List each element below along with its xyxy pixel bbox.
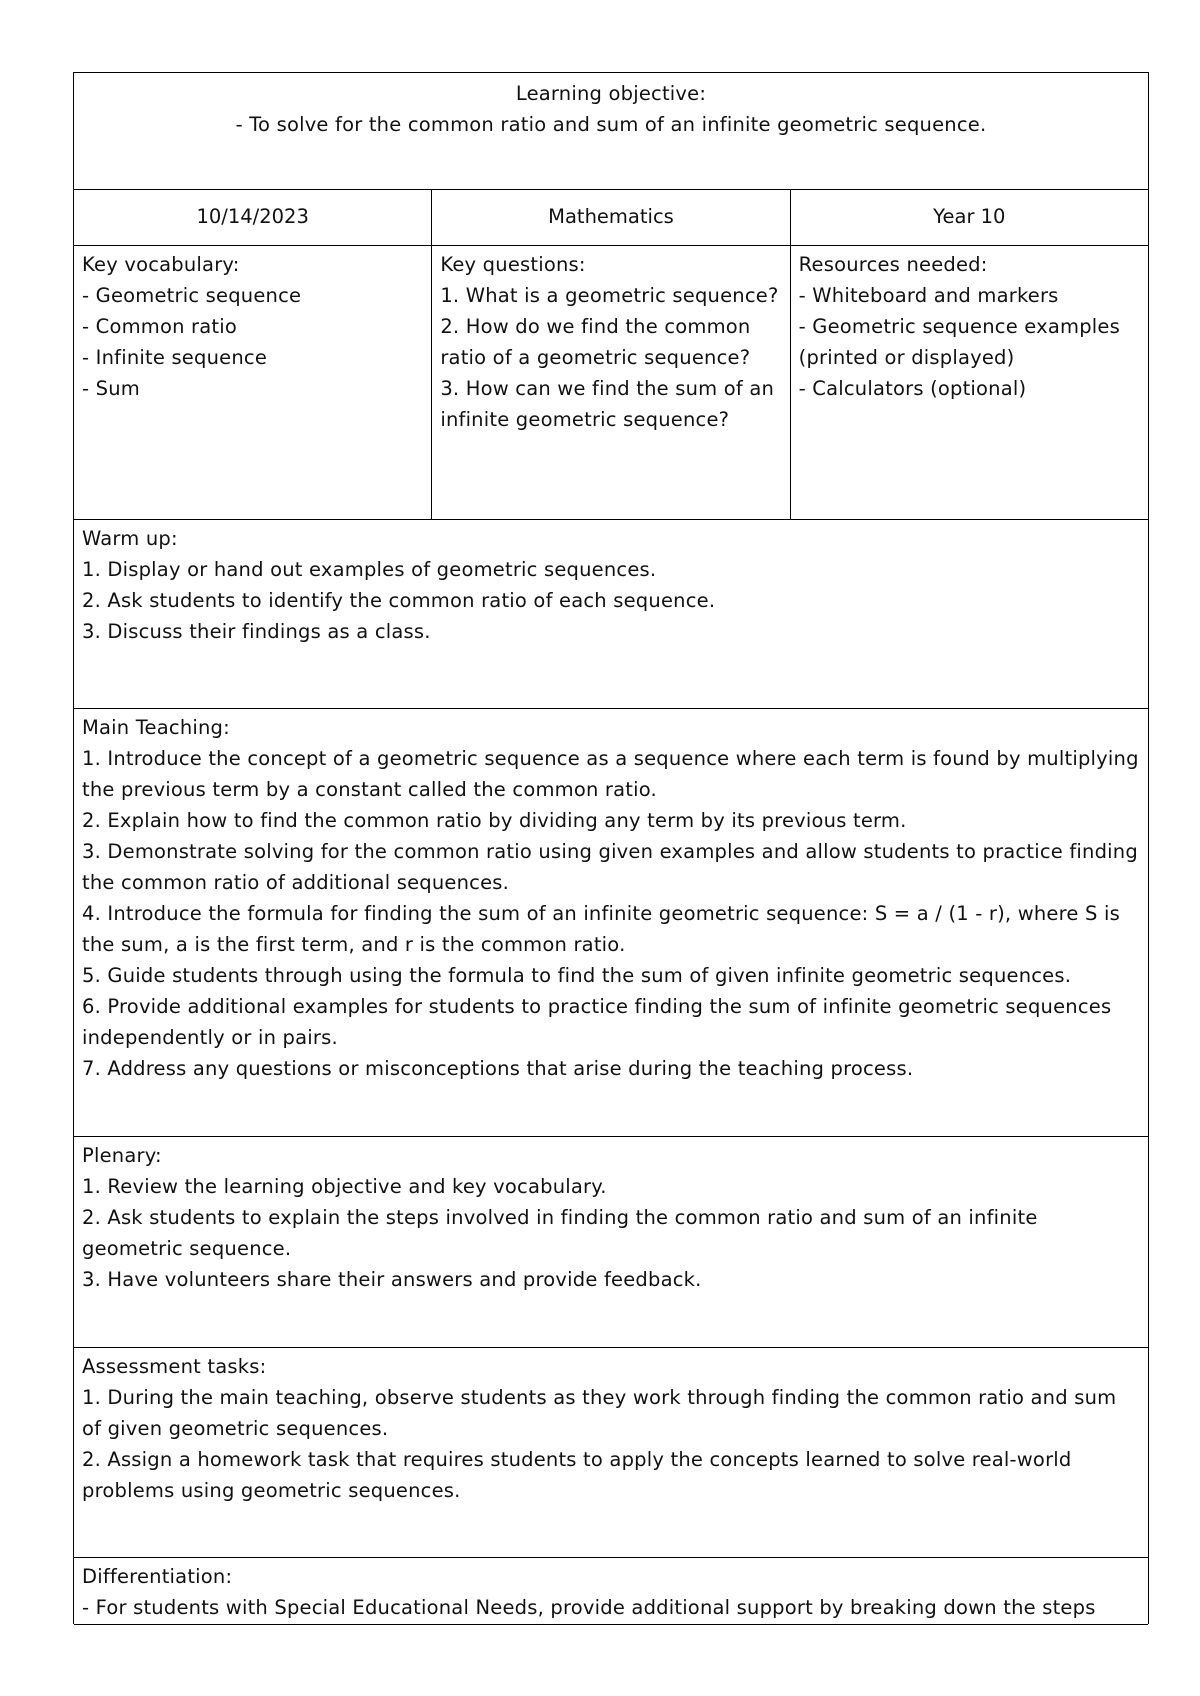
- main-teaching-item: 6. Provide additional examples for students to practice finding the sum of infinite geometric sequences independently or in pairs.: [82, 995, 1118, 1049]
- assessment-item: 2. Assign a homework task that requires students to apply the concepts learned to solve real-world problems using geometric sequences.: [82, 1448, 1078, 1502]
- plenary-item: 1. Review the learning objective and key vocabulary.: [82, 1175, 607, 1198]
- resource-item: - Whiteboard and markers: [798, 284, 1059, 307]
- resource-item: - Calculators (optional): [798, 377, 1027, 400]
- main-teaching-section: [74, 709, 1148, 1137]
- resources-heading: Resources needed:: [798, 253, 988, 276]
- plenary-item: 3. Have volunteers share their answers and provide feedback.: [82, 1268, 702, 1291]
- question-item: 2. How do we find the common ratio of a geometric sequence?: [440, 315, 757, 369]
- lesson-subject: Mathematics: [431, 190, 789, 245]
- lesson-plan-table: [73, 72, 1149, 1624]
- main-teaching-heading: Main Teaching:: [82, 716, 230, 739]
- key-vocabulary-heading: Key vocabulary:: [82, 253, 240, 276]
- question-item: 1. What is a geometric sequence?: [440, 284, 779, 307]
- differentiation-section: [74, 1558, 1148, 1625]
- plenary-heading: Plenary:: [82, 1144, 162, 1167]
- assessment-heading: Assessment tasks:: [82, 1355, 267, 1378]
- vocabulary-item: - Sum: [82, 377, 140, 400]
- learning-objective-heading: Learning objective:: [515, 82, 707, 105]
- assessment-item: 1. During the main teaching, observe students as they work through finding the common ratio and sum of given geometric sequences.: [82, 1386, 1123, 1440]
- main-teaching-item: 3. Demonstrate solving for the common ratio using given examples and allow students to practice finding the common ratio of additional sequences.: [82, 840, 1145, 894]
- question-item: 3. How can we find the sum of an infinite geometric sequence?: [440, 377, 781, 431]
- key-questions-cell: [431, 246, 789, 519]
- warm-up-heading: Warm up:: [82, 527, 178, 550]
- plenary-section: [74, 1137, 1148, 1348]
- plenary-item: 2. Ask students to explain the steps involved in finding the common ratio and sum of an infinite geometric sequence.: [82, 1206, 1044, 1260]
- warm-up-item: 3. Discuss their findings as a class.: [82, 620, 431, 643]
- differentiation-item: - For students with Special Educational Needs, provide additional support by breaking down the steps: [82, 1596, 1096, 1619]
- lesson-year: Year 10: [790, 190, 1148, 245]
- assessment-section: [74, 1348, 1148, 1558]
- warm-up-item: 1. Display or hand out examples of geometric sequences.: [82, 558, 657, 581]
- warm-up-section: [74, 520, 1148, 709]
- lesson-date: 10/14/2023: [196, 205, 309, 228]
- overview-row: [74, 246, 1148, 520]
- resources-cell: [790, 246, 1148, 519]
- resource-item: - Geometric sequence examples (printed or displayed): [798, 315, 1127, 369]
- warm-up-item: 2. Ask students to identify the common ratio of each sequence.: [82, 589, 716, 612]
- main-teaching-item: 5. Guide students through using the formula to find the sum of given infinite geometric sequences.: [82, 964, 1072, 987]
- learning-objective-section: [74, 73, 1148, 190]
- vocabulary-item: - Geometric sequence: [82, 284, 302, 307]
- main-teaching-item: 2. Explain how to find the common ratio by dividing any term by its previous term.: [82, 809, 907, 832]
- differentiation-heading: Differentiation:: [82, 1565, 233, 1588]
- learning-objective-text: - To solve for the common ratio and sum of an infinite geometric sequence.: [235, 113, 987, 136]
- main-teaching-item: 7. Address any questions or misconceptions that arise during the teaching process.: [82, 1057, 914, 1080]
- vocabulary-item: - Infinite sequence: [82, 346, 268, 369]
- vocabulary-item: - Common ratio: [82, 315, 238, 338]
- lesson-meta-row: [74, 190, 1148, 246]
- main-teaching-item: 1. Introduce the concept of a geometric sequence as a sequence where each term is found by multiplying the previous term by a constant called the common ratio.: [82, 747, 1146, 801]
- key-questions-heading: Key questions:: [440, 253, 586, 276]
- key-vocabulary-cell: [74, 246, 431, 519]
- main-teaching-item: 4. Introduce the formula for finding the sum of an infinite geometric sequence: S = a / (1 - r), where S is the sum, a is the first term, and r is the common ratio.: [82, 902, 1127, 956]
